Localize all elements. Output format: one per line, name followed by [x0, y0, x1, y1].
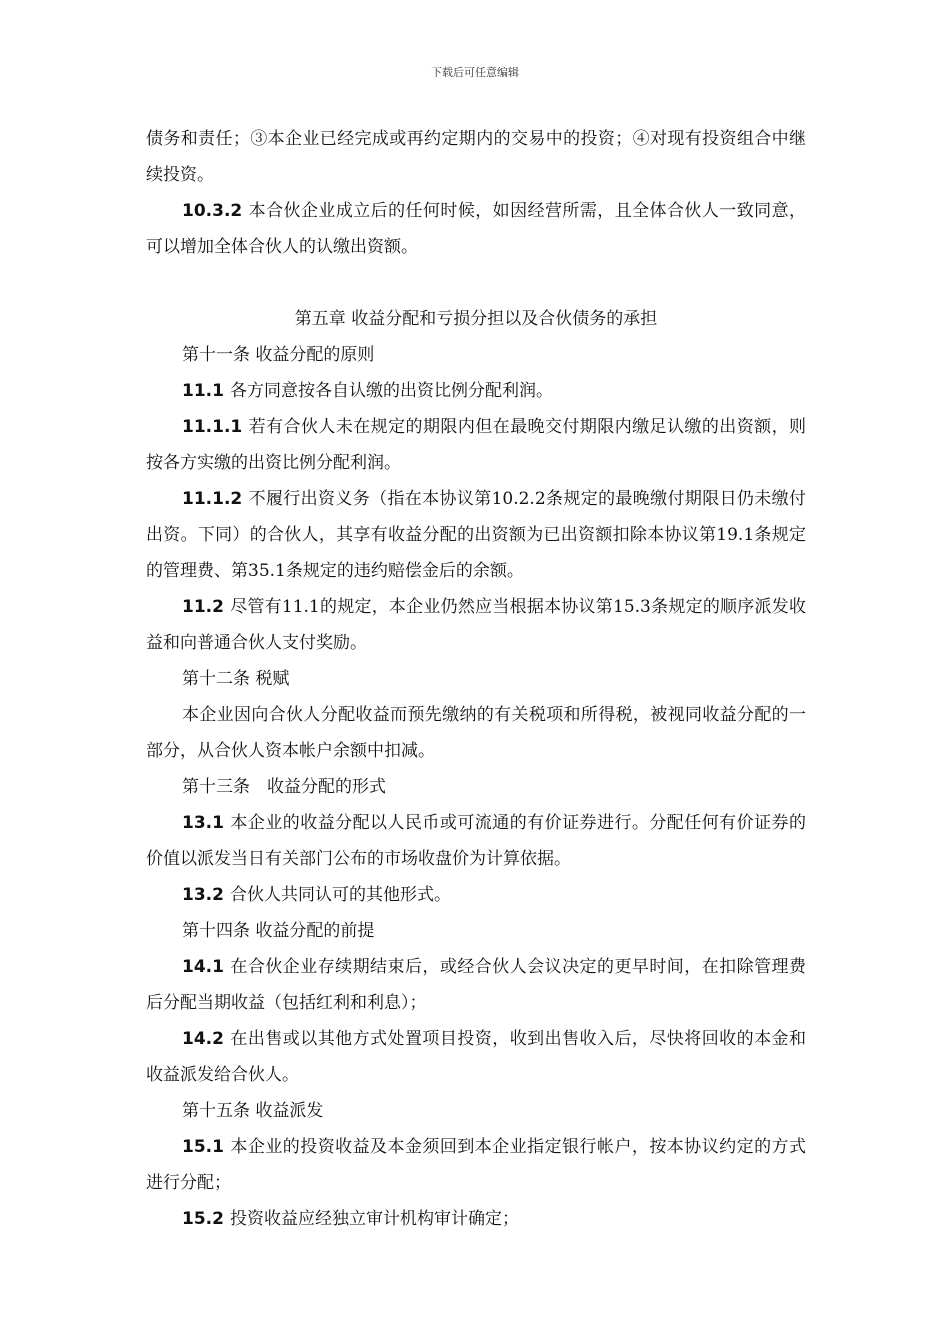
clause-number: 15.1 [182, 1137, 224, 1157]
article-12-body [146, 697, 806, 769]
paragraph-continuation [146, 121, 806, 193]
article-heading-11 [146, 337, 806, 373]
clause-13-2 [146, 877, 806, 913]
article-title: 第十五条 收益派发 [182, 1101, 324, 1121]
chapter-title: 第五章 收益分配和亏损分担以及合伙债务的承担 [294, 309, 658, 329]
clause-text: 在合伙企业存续期结束后，或经合伙人会议决定的更早时间，在扣除管理费后分配当期收益（包括红利和利息）； [146, 957, 806, 1013]
clause-15-1 [146, 1129, 806, 1201]
document-body [146, 121, 806, 1237]
clause-14-2 [146, 1021, 806, 1093]
clause-text: 本企业的投资收益及本金须回到本企业指定银行帐户，按本协议约定的方式进行分配； [146, 1137, 806, 1193]
article-title: 第十一条 收益分配的原则 [182, 345, 375, 365]
clause-13-1 [146, 805, 806, 877]
clause-number: 11.1.1 [182, 417, 243, 437]
clause-text: 本合伙企业成立后的任何时候，如因经营所需，且全体合伙人一致同意，可以增加全体合伙人的认缴出资额。 [146, 201, 806, 257]
article-heading-13 [146, 769, 806, 805]
article-heading-14 [146, 913, 806, 949]
clause-number: 15.2 [182, 1209, 224, 1229]
clause-text: 尽管有11.1的规定，本企业仍然应当根据本协议第15.3条规定的顺序派发收益和向普通合伙人支付奖励。 [146, 597, 806, 653]
clause-text: 在出售或以其他方式处置项目投资，收到出售收入后，尽快将回收的本金和收益派发给合伙人。 [146, 1029, 806, 1085]
clause-text: 本企业的收益分配以人民币或可流通的有价证券进行。分配任何有价证券的价值以派发当日有关部门公布的市场收盘价为计算依据。 [146, 813, 806, 869]
clause-number: 10.3.2 [182, 201, 243, 221]
article-heading-15 [146, 1093, 806, 1129]
clause-11-1-2 [146, 481, 806, 589]
article-heading-12 [146, 661, 806, 697]
clause-number: 13.1 [182, 813, 224, 833]
clause-text: 各方同意按各自认缴的出资比例分配利润。 [229, 381, 553, 401]
paragraph-text: 债务和责任；③本企业已经完成或再约定期内的交易中的投资；④对现有投资组合中继续投资。 [146, 129, 806, 185]
clause-number: 13.2 [182, 885, 224, 905]
clause-number: 11.2 [182, 597, 224, 617]
clause-14-1 [146, 949, 806, 1021]
chapter-heading [146, 301, 806, 337]
clause-number: 14.2 [182, 1029, 224, 1049]
article-title: 第十二条 税赋 [182, 669, 290, 689]
clause-number: 11.1 [182, 381, 224, 401]
article-title: 第十三条 收益分配的形式 [182, 777, 386, 797]
clause-11-1-1 [146, 409, 806, 481]
article-title: 第十四条 收益分配的前提 [182, 921, 375, 941]
clause-text: 若有合伙人未在规定的期限内但在最晚交付期限内缴足认缴的出资额，则按各方实缴的出资比例分配利润。 [146, 417, 806, 473]
page-header: 下载后可任意编辑 [431, 66, 519, 79]
clause-number: 11.1.2 [182, 489, 243, 509]
clause-text: 合伙人共同认可的其他形式。 [229, 885, 451, 905]
paragraph-text: 本企业因向合伙人分配收益而预先缴纳的有关税项和所得税，被视同收益分配的一部分，从合伙人资本帐户余额中扣减。 [146, 705, 806, 761]
clause-text: 投资收益应经独立审计机构审计确定； [229, 1209, 519, 1229]
clause-number: 14.1 [182, 957, 224, 977]
clause-15-2 [146, 1201, 806, 1237]
clause-11-2 [146, 589, 806, 661]
clause-11-1 [146, 373, 806, 409]
clause-text: 不履行出资义务（指在本协议第10.2.2条规定的最晚缴付期限日仍未缴付出资。下同）的合伙人，其享有收益分配的出资额为已出资额扣除本协议第19.1条规定的管理费、第35.1条规定的违约赔偿金后的余额。 [146, 489, 806, 581]
clause-10-3-2 [146, 193, 806, 265]
